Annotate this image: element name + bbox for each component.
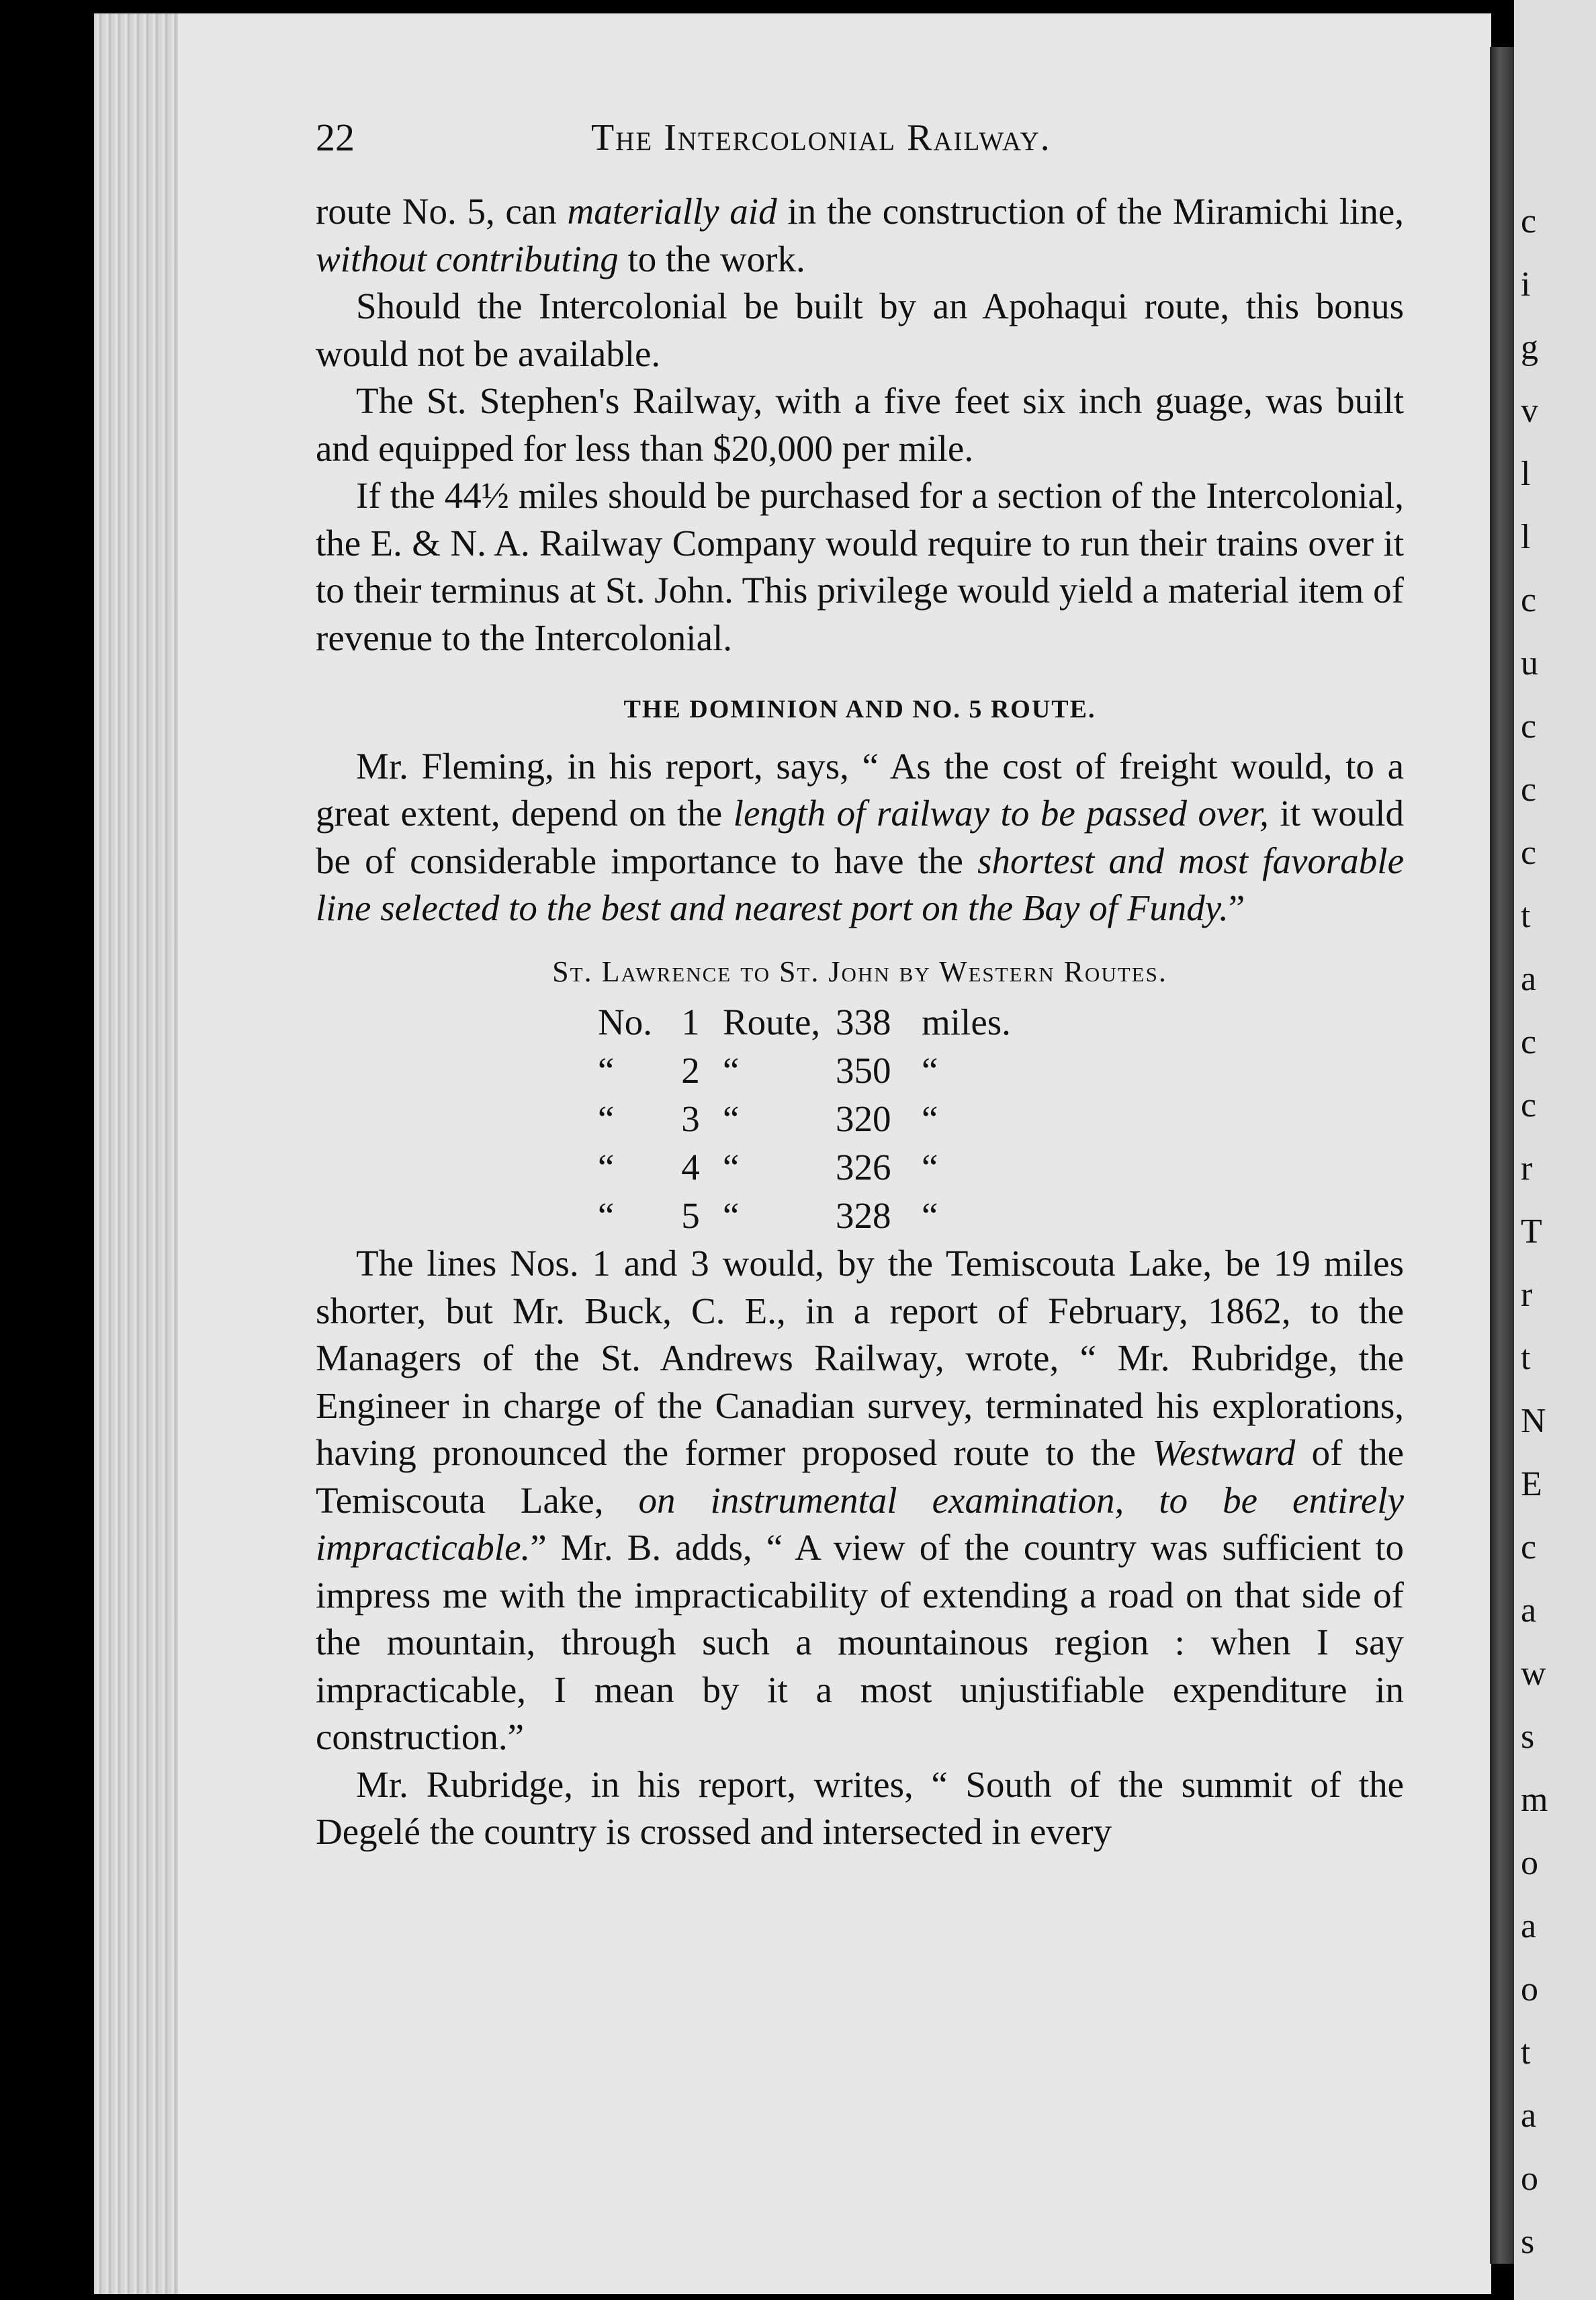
paragraph-rubridge: Mr. Rubridge, in his report, writes, “ South of the summit of the Degelé the country is crossed and intersected in every [316,1763,1404,1852]
italic-run: Westward [1152,1432,1296,1473]
italic-run: length of railway to be passed over, [733,793,1269,834]
text-run: in the construction of the Miramichi line, [777,191,1404,232]
facing-page-letter: c [1521,1023,1537,1061]
table-cell-no: “ [598,1050,615,1091]
table-cell-unit: “ [922,1098,938,1139]
italic-run: materially aid [567,191,777,232]
italic-run: on instrumental examination, to be entirely impracticable. [316,1479,1404,1568]
table-cell-no: “ [598,1098,615,1139]
italic-run: without contributing [316,238,619,279]
facing-page-letter: s [1521,2223,1535,2261]
running-head [316,114,1404,188]
table-cell-route: “ [723,1050,740,1091]
facing-page-letter: s [1521,1718,1535,1756]
page-content [316,114,1404,1856]
facing-page-letter: t [1521,2033,1531,2072]
facing-page-letter: r [1521,1276,1533,1314]
facing-page-letter: u [1521,644,1538,682]
text-run: it would be of considerable importance to have the [316,793,1405,881]
facing-page-letter: a [1521,2096,1537,2135]
facing-page-letter: v [1521,392,1538,430]
table-cell-route: “ [723,1195,740,1236]
table-cell-unit: “ [922,1147,938,1188]
facing-page-letter: m [1521,1781,1548,1819]
table-cell-no: No. [598,1002,652,1043]
facing-page-letter: T [1521,1212,1542,1251]
facing-page-letter: o [1521,1970,1538,2008]
facing-page-letter: E [1521,1465,1542,1503]
page-number: 22 [316,116,355,159]
facing-page-letter: N [1521,1402,1546,1440]
table-cell-num: 5 [681,1195,700,1236]
facing-page-letter: o [1521,2160,1538,2198]
table-cell-unit: “ [922,1050,938,1091]
facing-page-letter: c [1521,707,1537,746]
paragraph-44-miles: If the 44½ miles should be purchased for a section of the Intercolonial, the E. & N. A. Railway Company would require to run their trains over it to their terminus at St. John. This privilege would yield a material item of revenue to the Intercolonial. [316,475,1404,658]
table-row [598,1143,1023,1192]
facing-page-letter: c [1521,581,1537,619]
facing-page-letter: i [1521,265,1531,304]
facing-page-letter: t [1521,1339,1531,1377]
table-cell-unit: “ [922,1195,938,1236]
paragraph-route-5 [316,188,1404,283]
facing-page-edge [1514,0,1596,2300]
text-run: ” Mr. B. adds, “ A view of the country was sufficient to impress me with the impracticability of extending a road on that side of the mountain, through such a mountainous region : when I say impracticable, I mean by it a most unjustifiable expenditure in construction.” [316,1527,1404,1757]
table-cell-route: Route, [723,1002,821,1043]
facing-page-letter: c [1521,202,1537,240]
text-run: route No. 5, can [316,191,568,232]
table-cell-no: “ [598,1147,615,1188]
facing-page-letter: g [1521,328,1538,367]
table-cell-num: 1 [681,1002,700,1043]
table-cell-num: 4 [681,1147,700,1188]
routes-table [598,998,1023,1240]
facing-page-letter: o [1521,1844,1538,1882]
facing-page-letter: c [1521,834,1537,872]
table-cell-route: “ [723,1098,740,1139]
table-cell-miles: 320 [836,1098,891,1139]
table-row [598,1095,1023,1143]
text-run: ” [1228,887,1245,928]
book-gutter [1490,47,1514,2264]
table-cell-route: “ [723,1147,740,1188]
table-row [598,1047,1023,1095]
facing-page-letter: c [1521,1086,1537,1124]
facing-page-letter: c [1521,1528,1537,1566]
table-cell-miles: 326 [836,1147,891,1188]
paragraph-buck [316,1240,1404,1761]
table-caption: St. Lawrence to St. John by Western Routes. [552,955,1167,988]
facing-page-letter: a [1521,1591,1537,1630]
page-stack-edge [94,13,181,2294]
text-run: to the work. [618,238,805,279]
table-row [598,1192,1023,1240]
table-cell-num: 3 [681,1098,700,1139]
text-run: Mr. Fleming, in his report, says, “ As the cost of freight would, to a great extent, depend on the [316,745,1404,834]
running-title: The Intercolonial Railway. [591,117,1051,159]
table-cell-num: 2 [681,1050,700,1091]
table-cell-no: “ [598,1195,615,1236]
table-cell-miles: 328 [836,1195,891,1236]
facing-page-letter: a [1521,1907,1537,1945]
facing-page-letter: a [1521,960,1537,998]
text-run: The lines Nos. 1 and 3 would, by the Temiscouta Lake, be 19 miles shorter, but Mr. Buck, C. E., in a report of February, 1862, to the Managers of the St. Andrews Railway, wrote, “ Mr. Rubridge, the Engineer in charge of the Canadian survey, terminated his explorations, having pronounced the former proposed route to the [316,1243,1404,1473]
facing-page-letter: t [1521,897,1531,935]
section-heading: THE DOMINION AND NO. 5 ROUTE. [623,695,1096,723]
facing-page-letter: c [1521,770,1537,809]
paragraph-st-stephens: The St. Stephen's Railway, with a five feet six inch guage, was built and equipped for less than $20,000 per mile. [316,380,1404,469]
facing-page-letter: w [1521,1654,1546,1693]
paragraph-fleming [316,743,1404,932]
text-run: of the Temiscouta Lake, [316,1432,1404,1521]
italic-run: shortest and most favorable line selected to the best and nearest port on the Bay of Fundy. [316,840,1405,928]
table-cell-miles: 338 [836,1002,891,1043]
facing-page-letter: l [1521,455,1531,493]
facing-page-letter: r [1521,1149,1533,1188]
facing-page-letter: l [1521,518,1531,556]
table-cell-miles: 350 [836,1050,891,1091]
table-cell-unit: miles. [922,1002,1011,1043]
paragraph-apohaqui: Should the Intercolonial be built by an Apohaqui route, this bonus would not be available. [316,285,1404,374]
table-row [598,998,1023,1047]
